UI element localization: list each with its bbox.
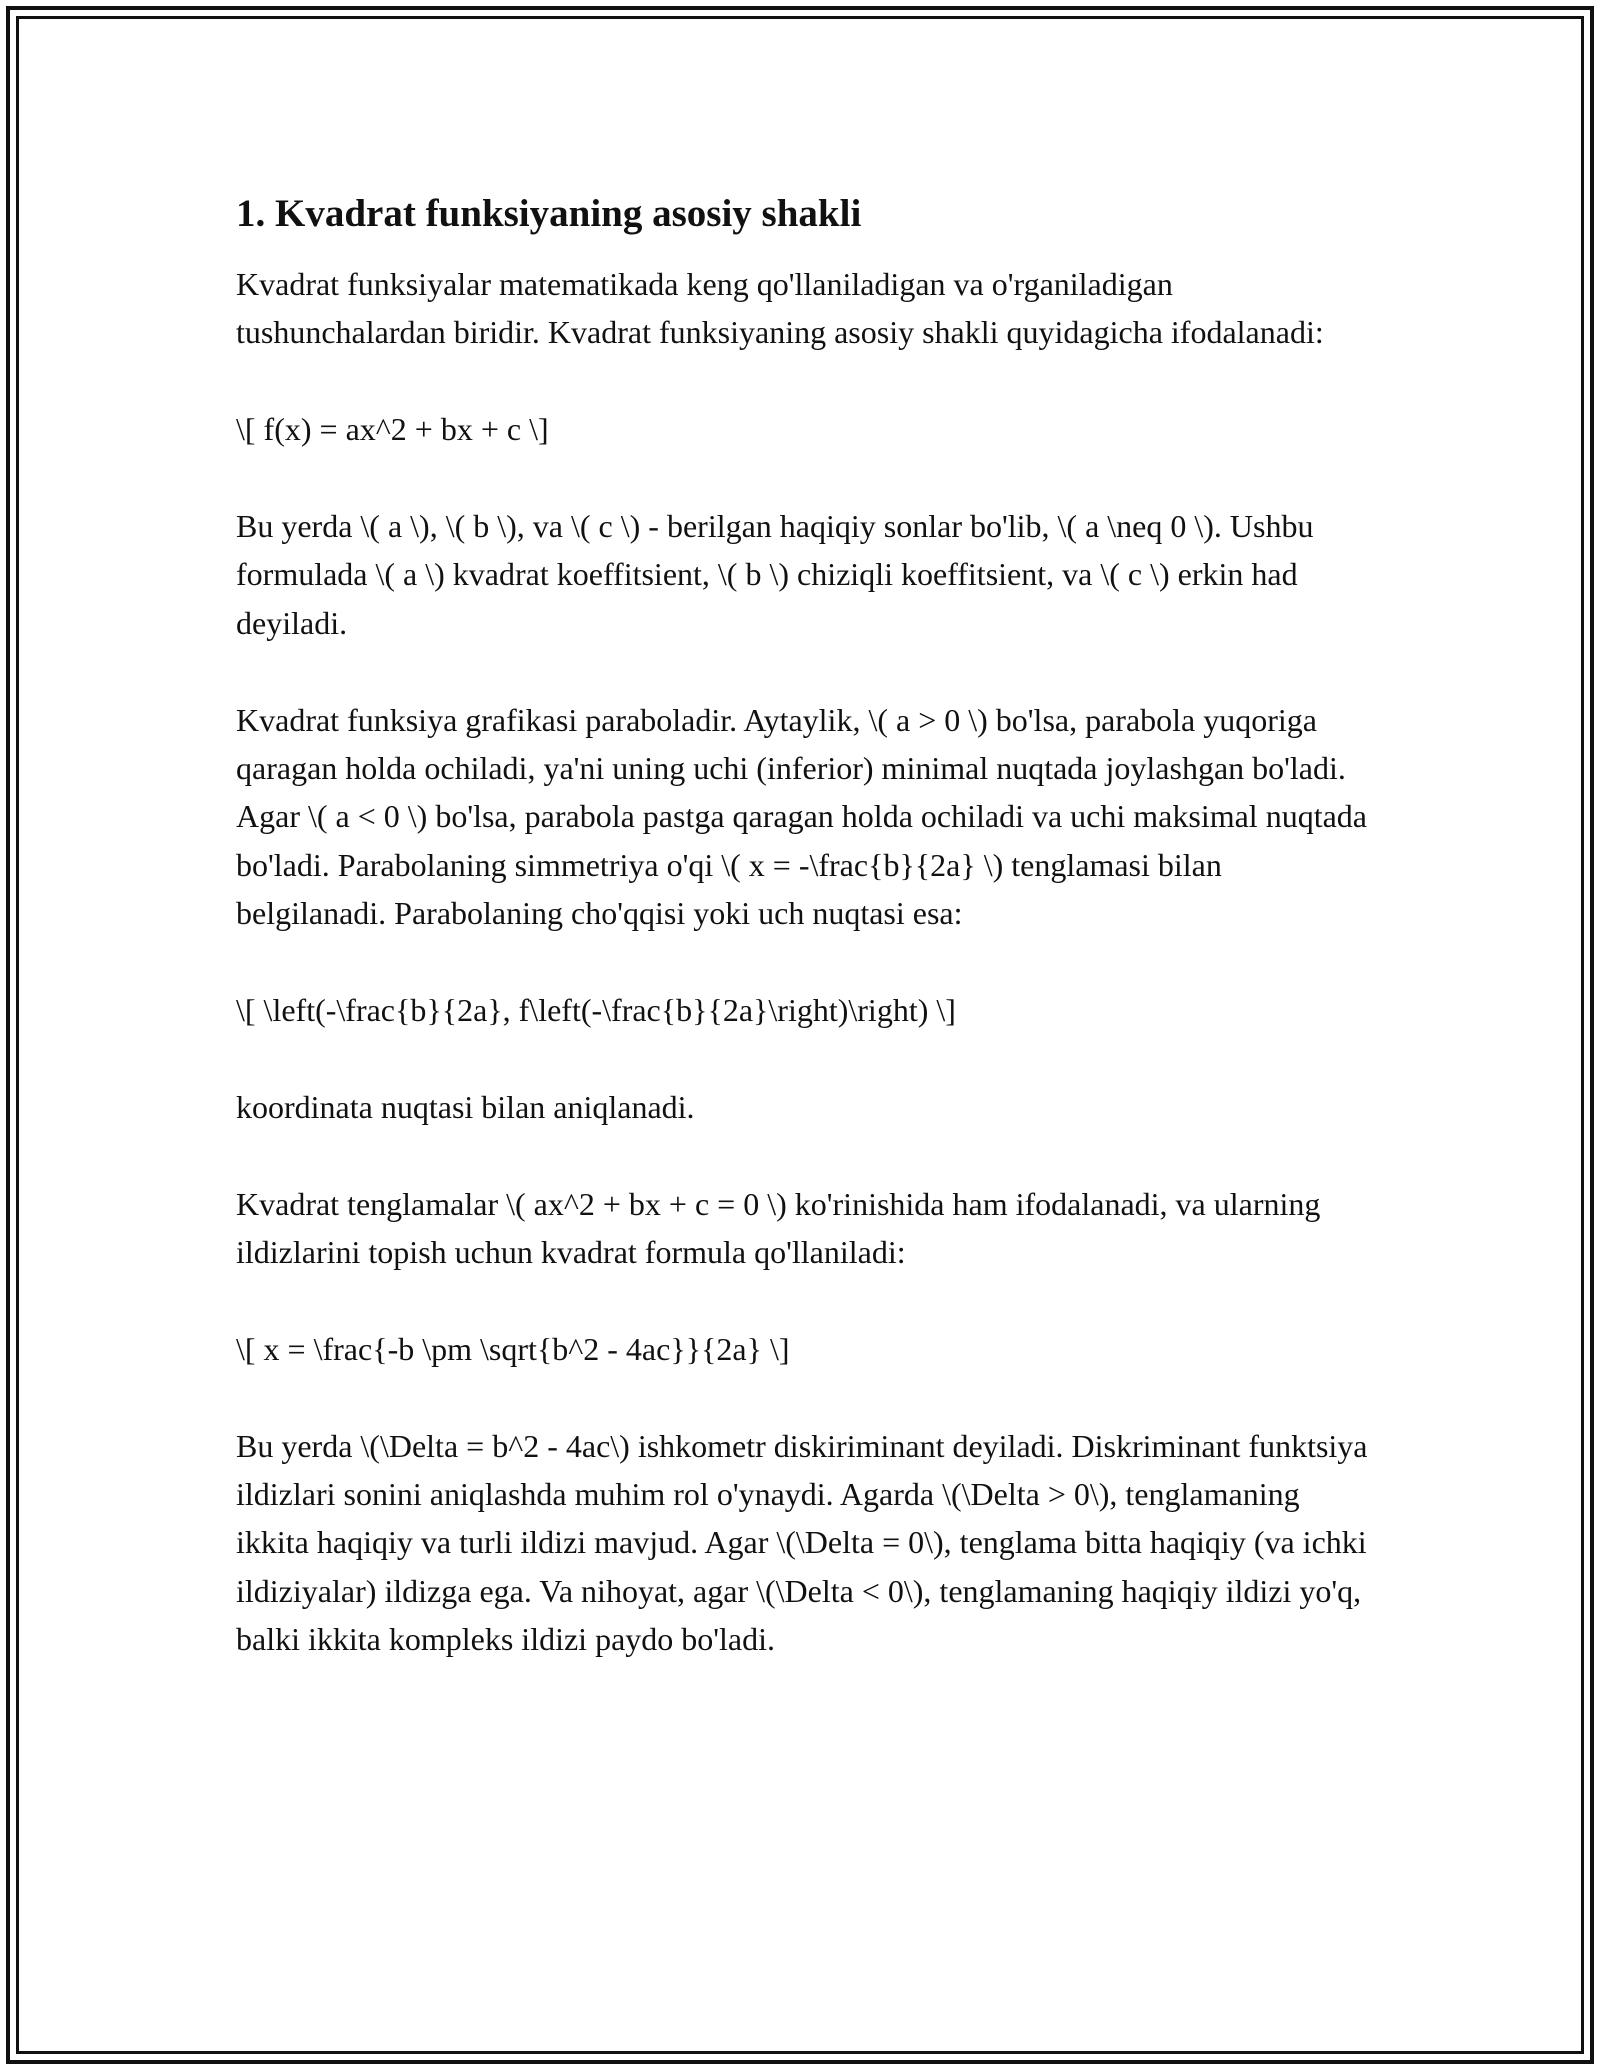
paragraph-vertex-note: koordinata nuqtasi bilan aniqlanadi.: [236, 1088, 695, 1125]
document-body: [236, 188, 1376, 1664]
paragraph-coefficients: Bu yerda \( a \), \( b \), va \( c \) - berilgan haqiqiy sonlar bo'lib, \( a \neq 0 \). Ushbu formulada \( a \) kvadrat koeffitsient, \( b \) chiziqli koeffitsient, va \( c \) erkin had deyiladi.: [236, 508, 1314, 641]
formula-vertex: \[ \left(-\frac{b}{2a}, f\left(-\frac{b}{2a}\right)\right) \]: [236, 992, 956, 1029]
paragraph-parabola: Kvadrat funksiya grafikasi paraboladir. Aytaylik, \( a > 0 \) bo'lsa, parabola yuqoriga qaragan holda ochiladi, ya'ni uning uchi (inferior) minimal nuqtada joylashgan bo'ladi. Agar \( a < 0 \) bo'lsa, parabola pastga qaragan holda ochiladi va uchi maksimal nuqtada bo'ladi. Parabolaning simmetriya o'qi \( x = -\frac{b}{2a} \) tenglamasi bilan belgilanadi. Parabolaning cho'qqisi yoki uch nuqtasi esa:: [236, 701, 1367, 932]
section-heading: 1. Kvadrat funksiyaning asosiy shakli: [236, 192, 862, 235]
formula-quadratic-roots: \[ x = \frac{-b \pm \sqrt{b^2 - 4ac}}{2a} \]: [236, 1330, 790, 1367]
paragraph-intro: Kvadrat funksiyalar matematikada keng qo'llaniladigan va o'rganiladigan tushunchalardan biridir. Kvadrat funksiyaning asosiy shakli quyidagicha ifodalanadi:: [236, 266, 1324, 351]
formula-quadratic-function: \[ f(x) = ax^2 + bx + c \]: [236, 411, 549, 448]
paragraph-quadratic-equation: Kvadrat tenglamalar \( ax^2 + bx + c = 0 \) ko'rinishida ham ifodalanadi, va ularning ildizlarini topish uchun kvadrat formula qo'llaniladi:: [236, 1185, 1321, 1271]
paragraph-discriminant: Bu yerda \(\Delta = b^2 - 4ac\) ishkometr diskiriminant deyiladi. Diskriminant funktsiya ildizlari sonini aniqlashda muhim rol o'ynaydi. Agarda \(\Delta > 0\), tenglamaning ikkita haqiqiy va turli ildizi mavjud. Agar \(\Delta = 0\), tenglama bitta haqiqiy (va ichki ildiziyalar) ildizga ega. Va nihoyat, agar \(\Delta < 0\), tenglamaning haqiqiy ildizi yo'q, balki ikkita kompleks ildizi paydo bo'ladi.: [236, 1427, 1368, 1658]
